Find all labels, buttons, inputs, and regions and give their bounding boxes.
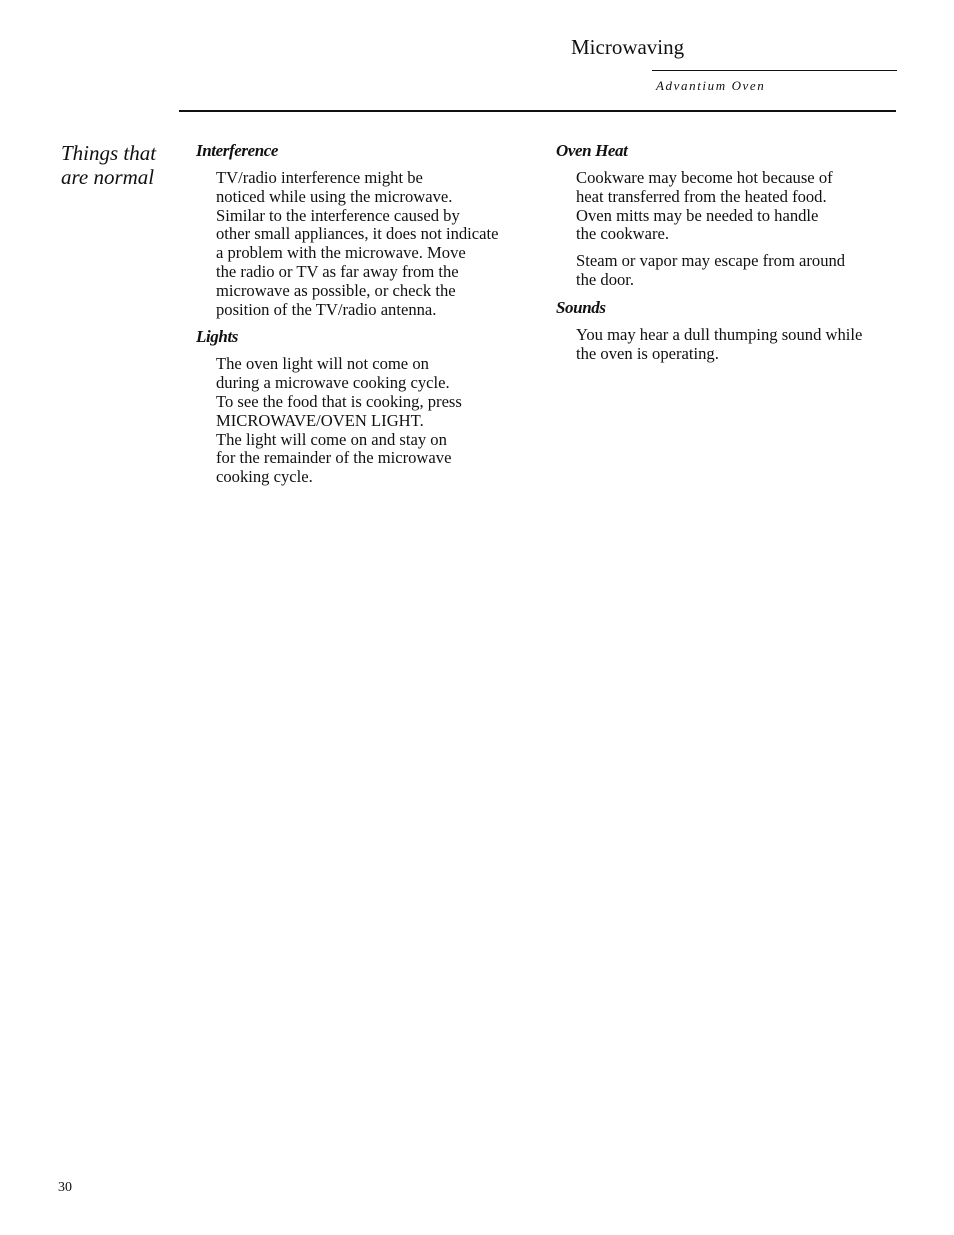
- page-title: Microwaving: [571, 35, 685, 59]
- lights-line: The light will come on and stay on: [216, 429, 447, 449]
- section-heading-line: are normal: [61, 165, 155, 189]
- interference-line: microwave as possible, or check the: [216, 280, 456, 300]
- lights-line: To see the food that is cooking, press: [216, 391, 462, 411]
- interference-line: a problem with the microwave. Move: [216, 243, 466, 263]
- interference-line: position of the TV/radio antenna.: [216, 299, 437, 319]
- lights-line: MICROWAVE/OVEN LIGHT.: [216, 410, 424, 430]
- sounds-paragraph: [576, 326, 896, 364]
- page-subtitle: Advantium Oven: [656, 78, 766, 93]
- lights-line: during a microwave cooking cycle.: [216, 373, 450, 393]
- oven-heat-line: the door.: [576, 269, 635, 289]
- oven-heat-line: the cookware.: [576, 224, 670, 244]
- interference-line: Similar to the interference caused by: [216, 205, 460, 225]
- lights-line: The oven light will not come on: [216, 354, 429, 374]
- oven-heat-paragraph-2: [576, 252, 896, 290]
- lights-paragraph: [216, 355, 536, 487]
- oven-heat-line: Oven mitts may be needed to handle: [576, 205, 819, 225]
- page-number: 30: [58, 1180, 72, 1195]
- oven-heat-line: Cookware may become hot because of: [576, 168, 833, 187]
- main-rule: [179, 110, 896, 112]
- interference-line: noticed while using the microwave.: [216, 186, 453, 206]
- lights-line: cooking cycle.: [216, 467, 313, 487]
- interference-paragraph: [216, 169, 536, 319]
- left-column: [196, 141, 536, 495]
- title-rule: [652, 70, 897, 71]
- lights-heading: Lights: [196, 327, 239, 347]
- section-heading-line: Things that: [61, 141, 157, 165]
- oven-heat-line: heat transferred from the heated food.: [576, 186, 827, 206]
- right-column: [556, 141, 896, 371]
- interference-line: other small appliances, it does not indicate: [216, 224, 499, 244]
- lights-line: for the remainder of the microwave: [216, 448, 452, 468]
- interference-line: TV/radio interference might be: [216, 168, 423, 187]
- oven-heat-line: Steam or vapor may escape from around: [576, 251, 846, 271]
- section-heading: [61, 141, 176, 189]
- interference-line: the radio or TV as far away from the: [216, 261, 459, 281]
- sounds-line: You may hear a dull thumping sound while: [576, 324, 863, 344]
- interference-heading: Interference: [196, 141, 279, 160]
- oven-heat-heading: Oven Heat: [556, 141, 628, 160]
- oven-heat-paragraph-1: [576, 169, 896, 244]
- sounds-line: the oven is operating.: [576, 343, 719, 363]
- sounds-heading: Sounds: [556, 297, 606, 317]
